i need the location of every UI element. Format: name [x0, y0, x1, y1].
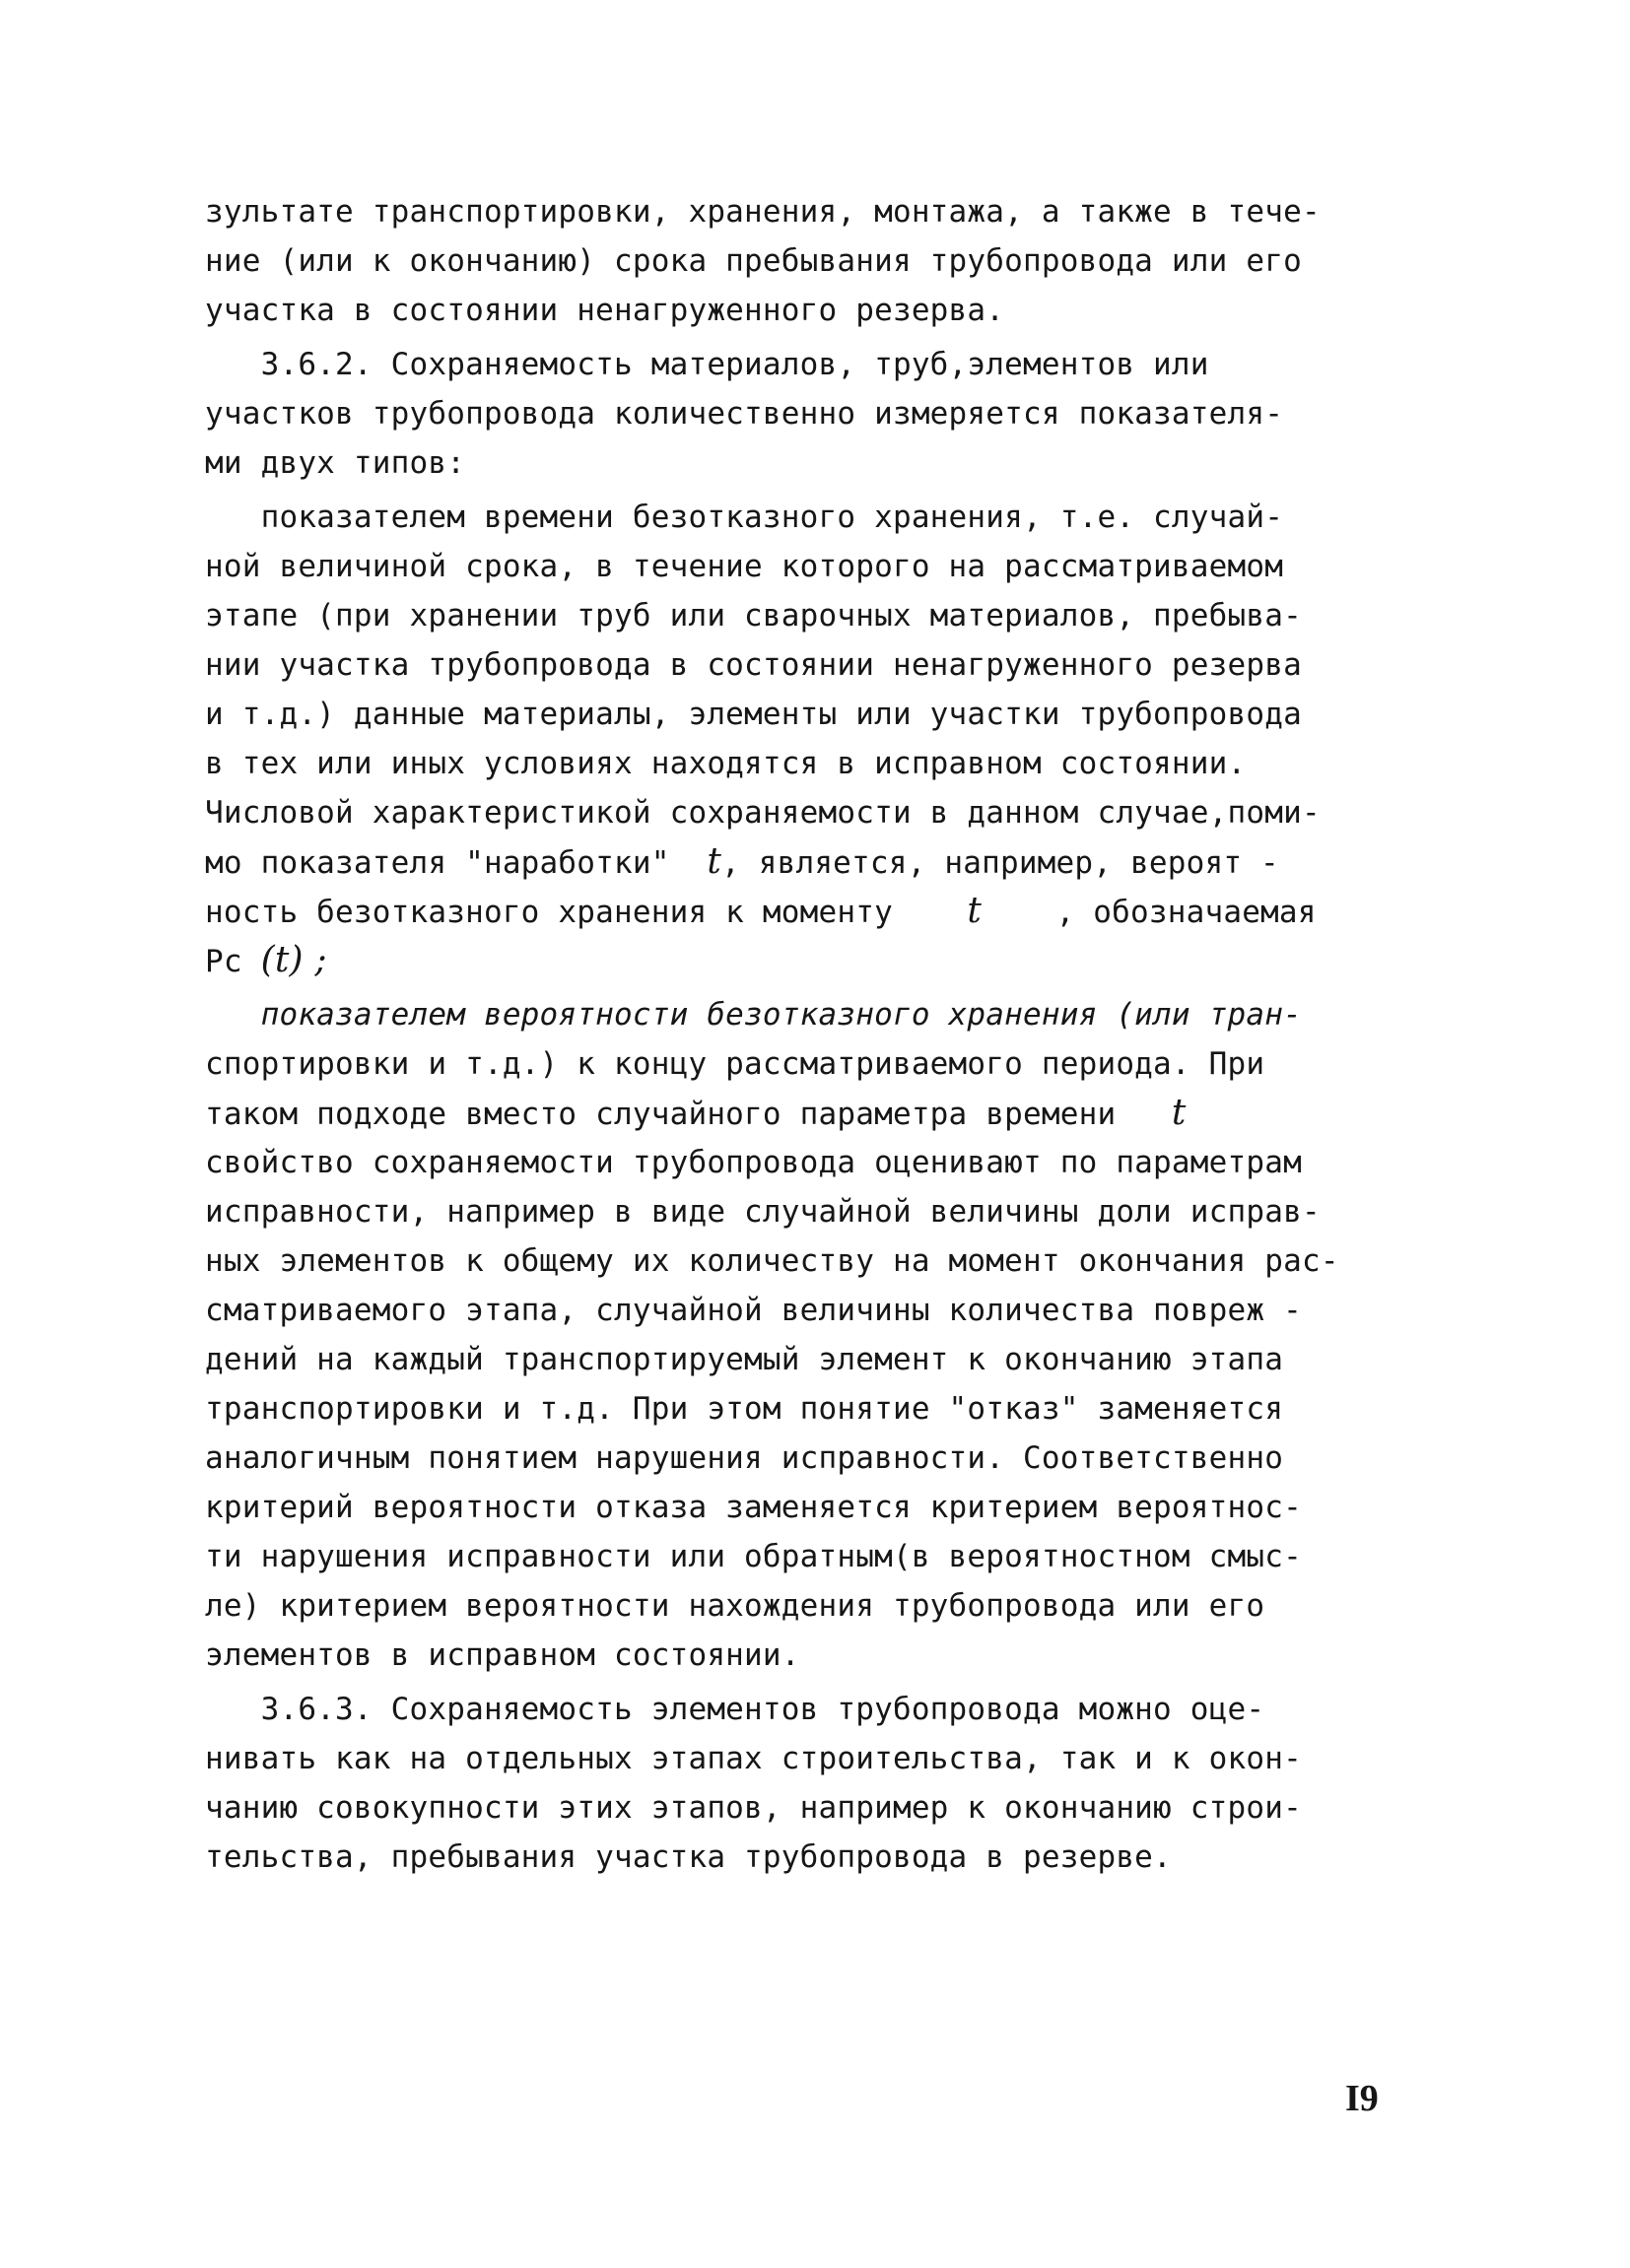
text-segment: таком подходе вместо случайного параметра времени — [205, 1097, 1117, 1132]
formula-pc: Pc — [205, 944, 242, 979]
text-line: нии участка трубопровода в состоянии ненагруженного резерва — [205, 647, 1302, 683]
text-segment: ность безотказного хранения к моменту — [205, 895, 893, 930]
text-line: ле) критерием вероятности нахождения трубопровода или его — [205, 1588, 1265, 1624]
text-line: и т.д.) данные материалы, элементы или участки трубопровода — [205, 697, 1302, 732]
formula-argument: (t) ; — [260, 940, 327, 980]
text-line: элементов в исправном состоянии. — [205, 1637, 800, 1673]
text-line: тельства, пребывания участка трубопровода в резерве. — [205, 1839, 1172, 1875]
text-line: свойство сохраняемости трубопровода оценивают по параметрам — [205, 1145, 1302, 1180]
text-line: участков трубопровода количественно измеряется показателя- — [205, 396, 1284, 432]
text-line: показателем времени безотказного хранения, т.е. случай- — [205, 500, 1284, 535]
text-line: критерий вероятности отказа заменяется критерием вероятнос- — [205, 1490, 1302, 1525]
text-line: Числовой характеристикой сохраняемости в данном случае,поми- — [205, 795, 1321, 831]
variable-t: t — [1171, 1093, 1187, 1133]
text-line: участка в состоянии ненагруженного резерва. — [205, 293, 1005, 328]
text-line: этапе (при хранении труб или сварочных материалов, пребыва- — [205, 598, 1302, 634]
text-line: спортировки и т.д.) к концу рассматриваемого периода. При — [205, 1046, 1265, 1082]
text-segment: , является, например, вероят - — [721, 845, 1279, 881]
text-line: зультате транспортировки, хранения, монтажа, а также в тече- — [205, 194, 1321, 230]
text-line: ти нарушения исправности или обратным(в вероятностном смыс- — [205, 1539, 1302, 1574]
text-line — [205, 936, 327, 986]
text-segment: , обозначаемая — [1055, 895, 1317, 930]
text-line: ных элементов к общему их количеству на момент окончания рас- — [205, 1243, 1339, 1279]
text-line-italic: показателем вероятности безотказного хранения (или тран- — [205, 997, 1302, 1033]
text-line: аналогичным понятием нарушения исправности. Соответственно — [205, 1440, 1284, 1476]
text-line: дений на каждый транспортируемый элемент к окончанию этапа — [205, 1342, 1284, 1377]
text-line: 3.6.3. Сохраняемость элементов трубопровода можно оце- — [205, 1692, 1265, 1727]
text-line — [205, 837, 1279, 888]
text-line: нивать как на отдельных этапах строительства, так и к окон- — [205, 1741, 1302, 1776]
variable-t: t — [967, 891, 983, 931]
text-line — [205, 1089, 1187, 1139]
text-line: чанию совокупности этих этапов, например к окончанию строи- — [205, 1790, 1302, 1826]
text-line: транспортировки и т.д. При этом понятие "отказ" заменяется — [205, 1391, 1284, 1427]
text-line: сматриваемого этапа, случайной величины количества повреж - — [205, 1293, 1302, 1328]
text-line: ной величиной срока, в течение которого на рассматриваемом — [205, 549, 1284, 584]
text-line: исправности, например в виде случайной величины доли исправ- — [205, 1194, 1321, 1230]
text-line: ми двух типов: — [205, 445, 466, 481]
text-line — [205, 887, 1317, 937]
text-line: ние (или к окончанию) срока пребывания трубопровода или его — [205, 243, 1302, 279]
variable-t: t — [707, 841, 721, 882]
page-number: I9 — [1345, 2078, 1379, 2119]
text-segment: мо показателя "наработки" — [205, 845, 670, 881]
text-line: в тех или иных условиях находятся в исправном состоянии. — [205, 746, 1247, 781]
text-line: 3.6.2. Сохраняемость материалов, труб,элементов или — [205, 347, 1209, 382]
